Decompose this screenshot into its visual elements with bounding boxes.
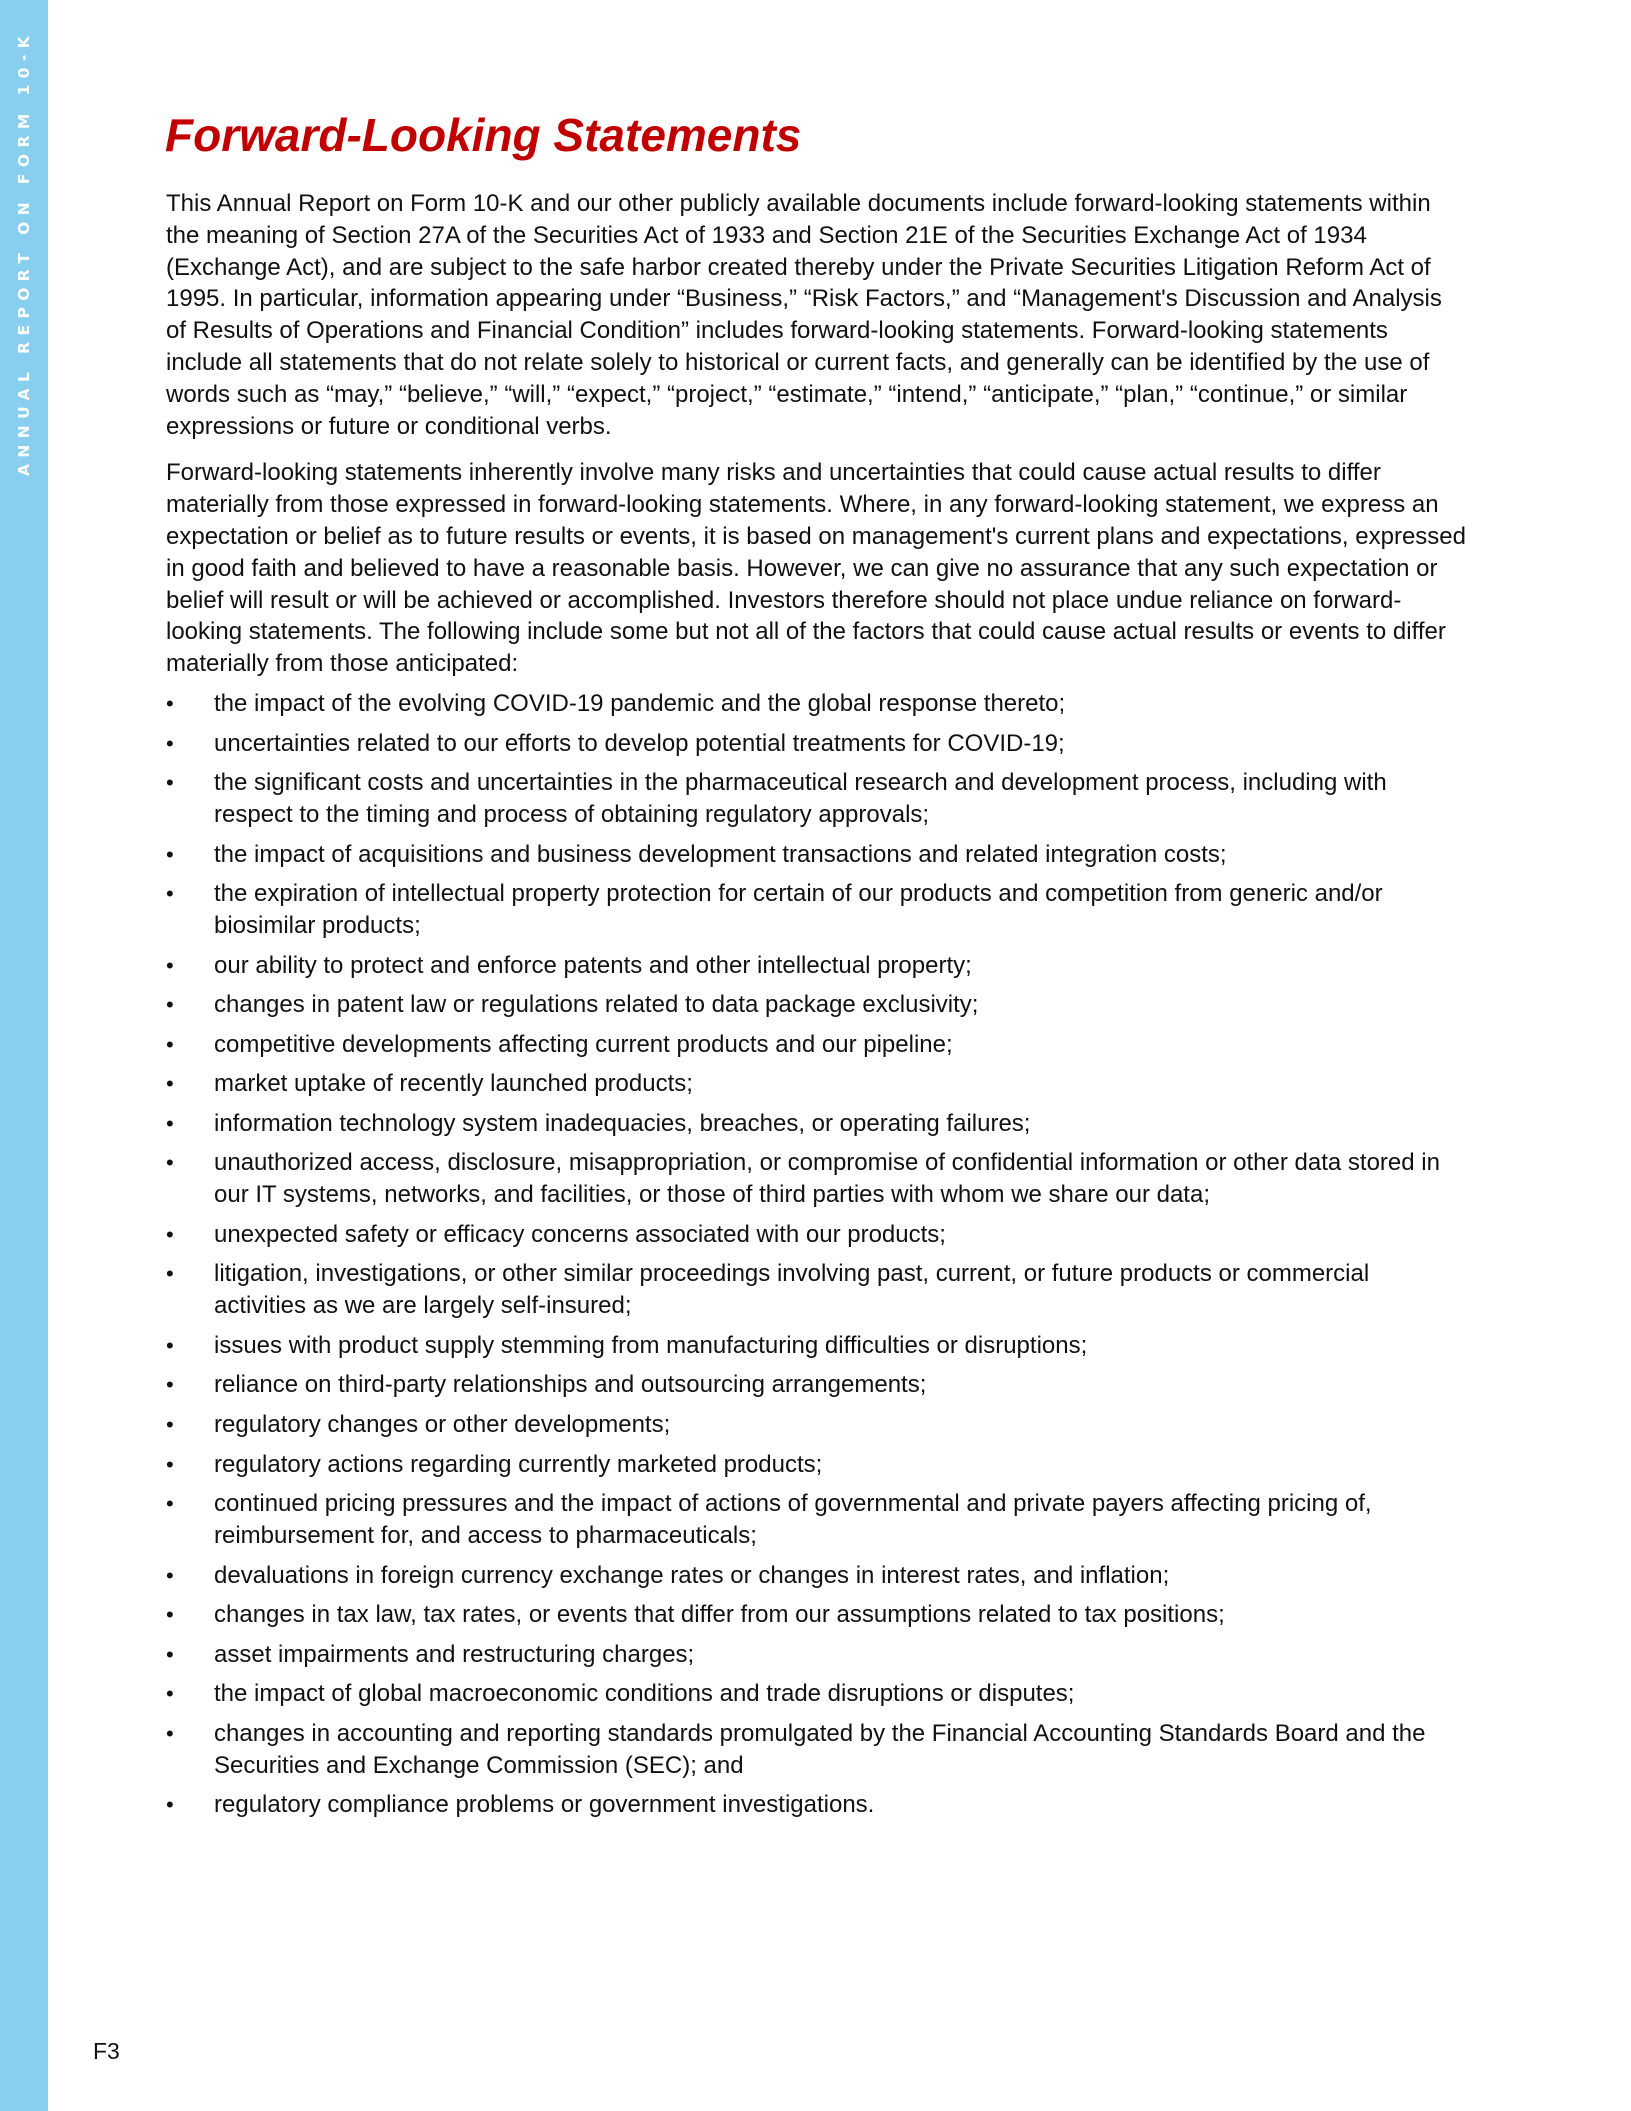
list-item [166,1678,1466,1710]
list-item-text: devaluations in foreign currency exchange rates or changes in interest rates, and inflation; [214,1561,1170,1589]
list-item-text: market uptake of recently launched products; [214,1070,693,1098]
bullet-icon: • [166,992,174,1018]
list-item [166,1560,1466,1592]
bullet-icon: • [166,1451,174,1477]
list-item [166,1330,1466,1362]
bullet-icon: • [166,1031,174,1057]
bullet-icon: • [166,1792,174,1818]
bullet-icon: • [166,1071,174,1097]
list-item-text: regulatory changes or other developments; [214,1411,671,1439]
list-item [166,1108,1466,1140]
sidebar-label: ANNUAL REPORT ON FORM 10-K [15,29,33,476]
list-item [166,767,1466,831]
list-item [166,989,1466,1021]
list-item [166,1639,1466,1671]
list-item [166,878,1466,942]
list-item [166,1488,1466,1552]
bullet-icon: • [166,1602,174,1628]
list-item [166,1369,1466,1401]
bullet-icon: • [166,1332,174,1358]
list-item [166,1147,1466,1211]
list-item-text: regulatory compliance problems or government investigations. [214,1791,875,1819]
list-item [166,1068,1466,1100]
list-item [166,1789,1466,1821]
list-item-text: litigation, investigations, or other similar proceedings involving past, current, or future products or commercial activities as we are largely self-insured; [214,1260,1370,1320]
list-item [166,1258,1466,1322]
list-item-text: uncertainties related to our efforts to develop potential treatments for COVID-19; [214,729,1065,757]
list-item-text: information technology system inadequacies, breaches, or operating failures; [214,1109,1031,1137]
list-item-text: issues with product supply stemming from manufacturing difficulties or disruptions; [214,1331,1088,1359]
bullet-icon: • [166,1721,174,1746]
list-item-text: unauthorized access, disclosure, misappropriation, or compromise of confidential information or other data stored in our IT systems, networks, and facilities, or those of third parties with whom we share our data; [214,1149,1440,1209]
bullet-icon: • [166,952,174,978]
list-item-text: the impact of acquisitions and business development transactions and related integration costs; [214,840,1227,868]
bullet-icon: • [166,1412,174,1438]
paragraph-intro: This Annual Report on Form 10-K and our other publicly available documents include forward-looking statements within the meaning of Section 27A of the Securities Act of 1933 and Section 21E of the Securities Exchange Act of 1934 (Exchange Act), and are subject to the safe harbor created thereby under the Private Securities Litigation Reform Act of 1995. In particular, information appearing under “Business,” “Risk Factors,” and “Management's Discussion and Analysis of Results of Operations and Financial Condition” includes forward-looking statements. Forward-looking statements include all statements that do not relate solely to historical or current facts, and generally can be identified by the use of words such as “may,” “believe,” “will,” “expect,” “project,” “estimate,” “intend,” “anticipate,” “plan,” “continue,” or similar expressions or future or conditional verbs. [166,190,1442,440]
page-title: Forward-Looking Statements [165,109,802,161]
list-item-text: the impact of the evolving COVID-19 pandemic and the global response thereto; [214,689,1066,717]
list-item-text: the significant costs and uncertainties in the pharmaceutical research and development process, including with respect to the timing and process of obtaining regulatory approvals; [214,769,1387,828]
bullet-icon: • [166,770,174,796]
list-item [166,688,1466,720]
bullet-icon: • [166,1641,174,1667]
list-item-text: changes in patent law or regulations related to data package exclusivity; [214,991,979,1019]
list-item [166,1718,1466,1782]
bullet-icon: • [166,1261,174,1287]
list-item [166,839,1466,871]
list-item [166,1219,1466,1251]
list-item-text: regulatory actions regarding currently marketed products; [214,1450,823,1478]
bullet-icon: • [166,1110,174,1136]
list-item-text: changes in accounting and reporting standards promulgated by the Financial Accounting Standards Board and the Securities and Exchange Commission (SEC); and [214,1720,1426,1779]
list-item-text: unexpected safety or efficacy concerns associated with our products; [214,1220,946,1248]
list-item-text: reliance on third-party relationships and outsourcing arrangements; [214,1371,927,1399]
bullet-icon: • [166,730,174,756]
bullet-icon: • [166,881,174,907]
bullet-icon: • [166,1372,174,1398]
list-item-text: competitive developments affecting current products and our pipeline; [214,1030,953,1058]
list-item [166,1599,1466,1631]
list-item [166,1029,1466,1061]
bullet-icon: • [166,1681,174,1707]
list-item-text: the impact of global macroeconomic conditions and trade disruptions or disputes; [214,1680,1075,1708]
bullet-icon: • [166,1491,174,1517]
sidebar-band [0,0,48,2111]
list-item-text: our ability to protect and enforce patents and other intellectual property; [214,951,972,979]
bullet-icon: • [166,1150,174,1176]
bullet-icon: • [166,1221,174,1247]
bullet-icon: • [166,690,174,716]
list-item [166,1409,1466,1441]
bullet-icon: • [166,841,174,867]
document-body [166,188,1466,1829]
list-item-text: the expiration of intellectual property protection for certain of our products and competition from generic and/or biosimilar products; [214,880,1383,939]
bullet-icon: • [166,1562,174,1588]
list-item-text: asset impairments and restructuring charges; [214,1640,695,1668]
list-item-text: changes in tax law, tax rates, or events that differ from our assumptions related to tax positions; [214,1601,1225,1629]
list-item [166,950,1466,982]
paragraph-risks: Forward-looking statements inherently involve many risks and uncertainties that could cause actual results to differ materially from those expressed in forward-looking statements. Where, in any forward-looking statement, we express an expectation or belief as to future results or events, it is based on management's current plans and expectations, expressed in good faith and believed to have a reasonable basis. However, we can give no assurance that any such expectation or belief will result or will be achieved or accomplished. Investors therefore should not place undue reliance on forward-looking statements. The following include some but not all of the factors that could cause actual results or events to differ materially from those anticipated: [166,459,1466,678]
list-item-text: continued pricing pressures and the impact of actions of governmental and private payers affecting pricing of, reimbursement for, and access to pharmaceuticals; [214,1490,1372,1550]
list-item [166,1449,1466,1481]
list-item [166,728,1466,760]
risk-factor-list [166,688,1466,1821]
page-number: F3 [93,2038,120,2064]
